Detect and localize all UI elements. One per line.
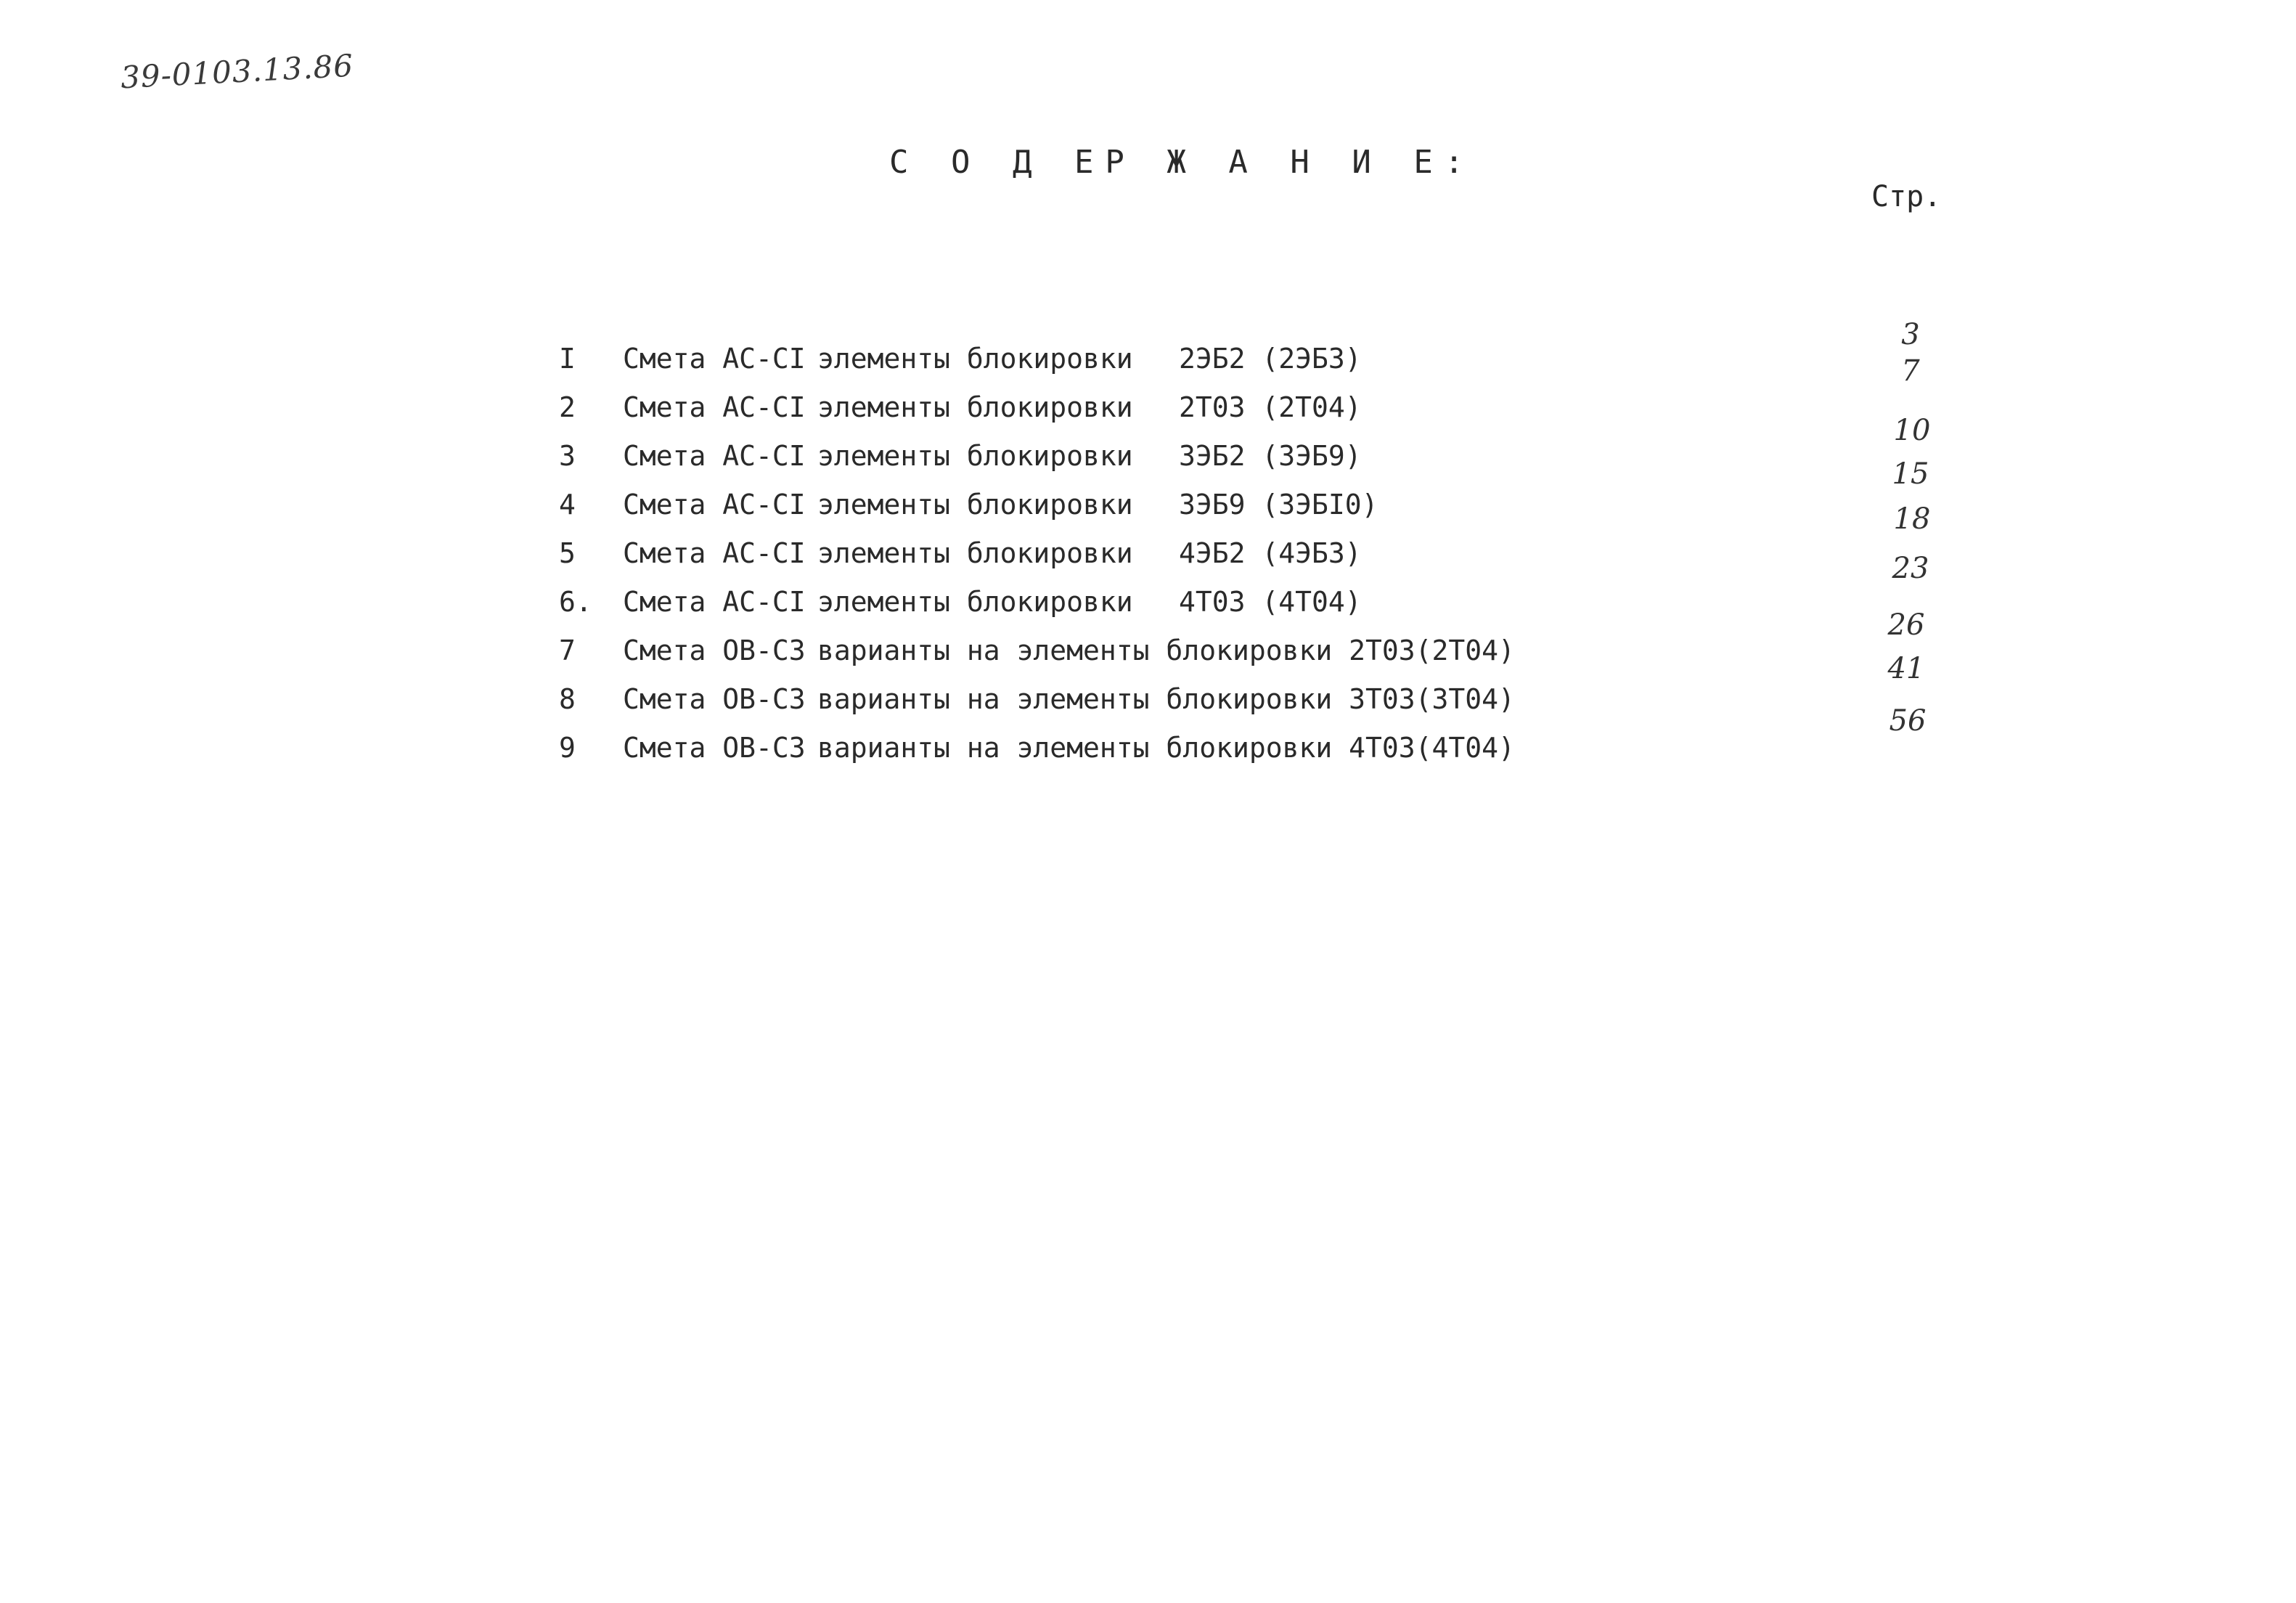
toc-row-document: Смета АС-СI (623, 440, 806, 472)
toc-row-description: варианты на элементы блокировки 2Т03(2Т04) (817, 635, 1515, 666)
toc-row-description: элементы блокировки (817, 391, 1133, 423)
page-number: 41 (1887, 652, 1925, 685)
toc-row-number: 4 (559, 489, 576, 521)
toc-row-document: Смета АС-СI (623, 489, 806, 521)
toc-row-number: 6. (559, 586, 592, 618)
toc-row-description: элементы блокировки (817, 440, 1133, 472)
toc-row-description: элементы блокировки (817, 343, 1133, 375)
toc-row-code: 2Т03 (2Т04) (1179, 391, 1362, 423)
toc-row-number: 5 (559, 537, 576, 569)
toc-row-code: 2ЭБ2 (2ЭБ3) (1179, 343, 1362, 375)
toc-row-number: 9 (559, 732, 576, 764)
toc-row-document: Смета АС-СI (623, 537, 806, 569)
page-title: С О Д ЕР Ж А Н И Е: (889, 144, 1476, 181)
toc-row-document: Смета АС-СI (623, 391, 806, 423)
page-column-header: Стр. (1871, 180, 1942, 213)
page-number: 15 (1892, 457, 1929, 491)
toc-row-code: 4Т03 (4Т04) (1179, 586, 1362, 618)
toc-row-number: 3 (559, 440, 576, 472)
toc-row-document: Смета ОВ-С3 (623, 635, 806, 666)
page-number: 26 (1887, 608, 1925, 642)
page-number: 56 (1889, 704, 1927, 738)
toc-row-code: 3ЭБ2 (3ЭБ9) (1179, 440, 1362, 472)
toc-row-description: элементы блокировки (817, 537, 1133, 569)
page-number: 7 (1901, 354, 1920, 388)
toc-row-number: 7 (559, 635, 576, 666)
page-number: 23 (1892, 552, 1929, 585)
toc-row-document: Смета ОВ-С3 (623, 732, 806, 764)
toc-row-description: элементы блокировки (817, 489, 1133, 521)
toc-row-number: 8 (559, 683, 576, 715)
page-number: 18 (1893, 502, 1931, 536)
toc-row-description: варианты на элементы блокировки 4Т03(4Т04) (817, 732, 1515, 764)
toc-row-code: 4ЭБ2 (4ЭБ3) (1179, 537, 1362, 569)
toc-row-code: 3ЭБ9 (3ЭБI0) (1179, 489, 1378, 521)
handwritten-document-code: 39-0103.13.86 (119, 47, 355, 96)
toc-row-document: Смета ОВ-С3 (623, 683, 806, 715)
toc-row-document: Смета АС-СI (623, 586, 806, 618)
toc-row-number: I (559, 343, 576, 375)
page-number: 10 (1893, 414, 1931, 447)
toc-row-document: Смета АС-СI (623, 343, 806, 375)
toc-row-description: элементы блокировки (817, 586, 1133, 618)
toc-row-number: 2 (559, 391, 576, 423)
toc-row-description: варианты на элементы блокировки 3Т03(3Т04) (817, 683, 1515, 715)
page-number: 3 (1901, 318, 1920, 351)
